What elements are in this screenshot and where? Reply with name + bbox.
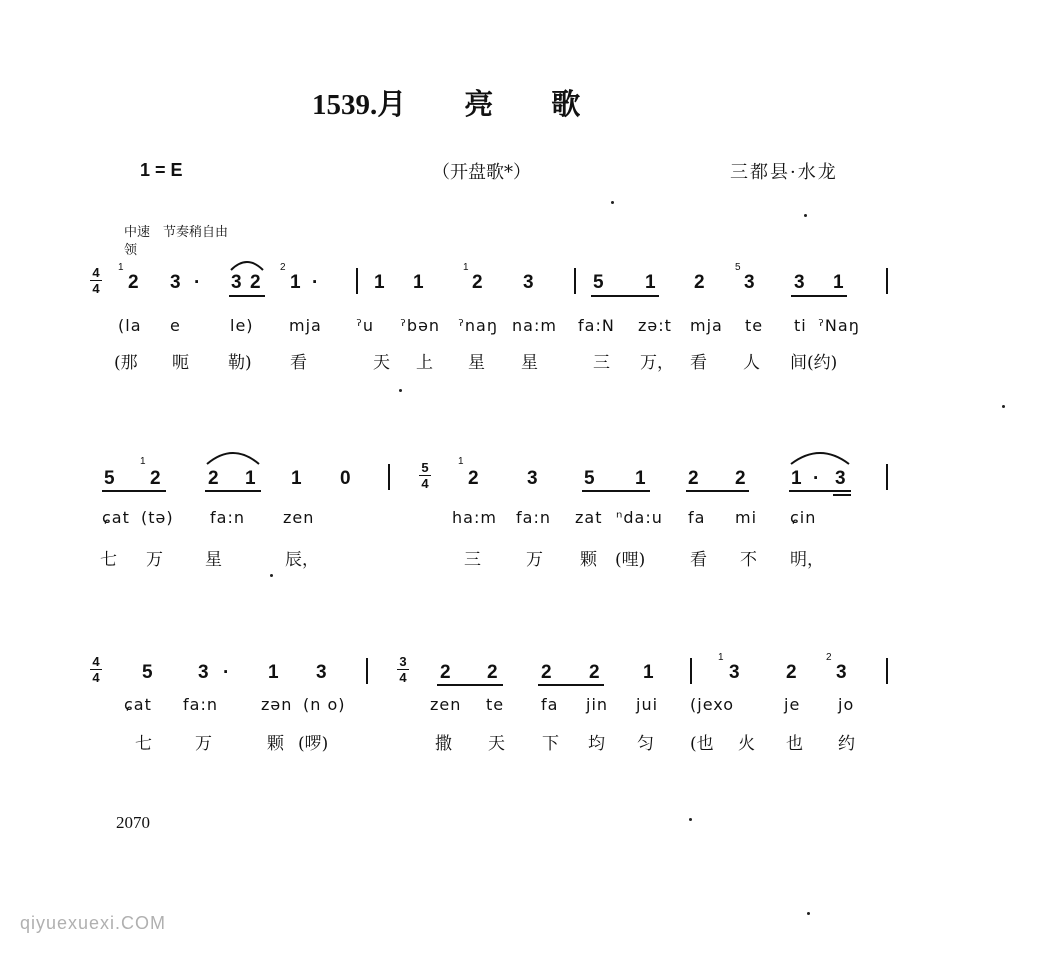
grace-note: 1: [458, 456, 464, 467]
time-signature: 4 4: [89, 655, 103, 684]
note: 1: [791, 468, 802, 489]
note: 2: [735, 468, 746, 489]
lyric-latin: ti: [794, 316, 807, 335]
lyric-cn: 七: [100, 550, 117, 570]
beam: [789, 490, 851, 492]
lyric-cn: (那: [114, 353, 138, 373]
lyric-latin: mja: [289, 316, 322, 335]
lyric-cn: 上: [416, 353, 433, 373]
scan-speck: [804, 214, 807, 217]
note: 3: [316, 662, 327, 683]
lyric-latin: zat: [575, 508, 603, 527]
lyric-cn: (哩): [615, 550, 646, 570]
lyric-cn: 间(约): [790, 353, 838, 373]
lyric-latin: zən: [261, 695, 293, 714]
lyric-cn: 万: [146, 550, 163, 570]
note: 3: [835, 468, 846, 489]
lyric-latin: ha:m: [452, 508, 497, 527]
beam: [229, 295, 265, 297]
lyric-latin: zə:t: [638, 316, 672, 335]
note: 3: [744, 272, 755, 293]
note: 2: [468, 468, 479, 489]
lyric-latin: mja: [690, 316, 723, 335]
lyric-latin: ˀu: [356, 316, 375, 335]
beam: [791, 295, 847, 297]
lyric-latin: jui: [636, 695, 659, 714]
lyric-cn: 均: [588, 734, 605, 754]
note: 3: [231, 272, 242, 293]
grace-note: 1: [140, 456, 146, 467]
lyric-latin: ɕat: [124, 695, 152, 714]
key-signature: 1 = E: [140, 160, 183, 180]
lyric-latin: fa:n: [516, 508, 551, 527]
note: 3: [170, 272, 181, 293]
lyric-cn: 匀: [637, 734, 654, 754]
page-title: [312, 82, 580, 123]
tempo-marking: 中速 节奏稍自由: [124, 225, 229, 240]
note: 1: [833, 272, 844, 293]
lyric-latin: fa:n: [210, 508, 245, 527]
grace-note: 1: [463, 262, 469, 273]
beam: [437, 684, 503, 686]
beam: [582, 490, 650, 492]
title-number: 1539.: [312, 89, 378, 121]
note: 5: [593, 272, 604, 293]
note: 3: [527, 468, 538, 489]
lyric-cn: 颗: [267, 734, 284, 754]
scan-speck: [399, 389, 402, 392]
barline: [366, 658, 368, 684]
note: 2: [472, 272, 483, 293]
lyric-cn: 三: [464, 550, 481, 570]
lyric-cn: 火: [738, 734, 755, 754]
note-dot: ·: [813, 468, 820, 489]
lyric-latin: e: [170, 316, 181, 335]
lyric-cn: 星: [521, 353, 538, 373]
lyric-cn: 星: [468, 353, 485, 373]
beam: [591, 295, 659, 297]
note: 0: [340, 468, 351, 489]
lyric-latin: je: [784, 695, 801, 714]
lyric-cn: (啰): [298, 734, 329, 754]
lyric-cn: 万: [195, 734, 212, 754]
lyric-latin: ˀNaŋ: [818, 316, 860, 335]
lyric-latin: (tə): [141, 508, 174, 527]
lyric-latin: ⁿda:u: [616, 508, 663, 527]
lyric-latin: na:m: [512, 316, 557, 335]
note: 3: [836, 662, 847, 683]
title-text: 月 亮 歌: [377, 89, 581, 121]
lyric-cn: 万，: [640, 353, 674, 373]
lyric-latin: (jexo: [690, 695, 735, 714]
role-marking: 领: [124, 243, 138, 258]
lyric-latin: mi: [735, 508, 758, 527]
note: 2: [250, 272, 261, 293]
note: 1: [643, 662, 654, 683]
scan-speck: [807, 912, 810, 915]
note: 2: [694, 272, 705, 293]
lyric-cn: 勒): [228, 353, 252, 373]
note: 2: [128, 272, 139, 293]
lyric-cn: 看: [690, 353, 707, 373]
time-signature: 3 4: [396, 655, 410, 684]
grace-note: 2: [280, 262, 286, 273]
lyric-cn: 天: [488, 734, 505, 754]
source-label: 三都县·水龙: [730, 162, 838, 183]
lyric-latin: fa:N: [578, 316, 615, 335]
note: 2: [786, 662, 797, 683]
beam: [205, 490, 261, 492]
genre-label: （开盘歌*）: [432, 162, 531, 183]
note: 1: [645, 272, 656, 293]
beam: [102, 490, 166, 492]
lyric-cn: 三: [593, 353, 610, 373]
barline: [886, 464, 888, 490]
lyric-cn: 下: [542, 734, 559, 754]
lyric-latin: ˀnaŋ: [458, 316, 498, 335]
lyric-cn: 人: [743, 353, 760, 373]
lyric-cn: 万: [526, 550, 543, 570]
lyric-latin: jo: [838, 695, 855, 714]
note: 2: [208, 468, 219, 489]
scan-speck: [611, 201, 614, 204]
grace-note: 5: [735, 262, 741, 273]
lyric-latin: jin: [586, 695, 609, 714]
lyric-latin: te: [486, 695, 505, 714]
note-dot: ·: [223, 662, 230, 683]
note: 1: [374, 272, 385, 293]
note: 2: [541, 662, 552, 683]
lyric-latin: le): [230, 316, 254, 335]
barline: [690, 658, 692, 684]
lyric-cn: 明，: [790, 550, 824, 570]
grace-note: 1: [718, 652, 724, 663]
scan-speck: [689, 818, 692, 821]
lyric-latin: ɕin: [790, 508, 817, 527]
lyric-latin: zen: [283, 508, 315, 527]
note: 1: [413, 272, 424, 293]
note: 3: [198, 662, 209, 683]
note: 3: [729, 662, 740, 683]
lyric-cn: 看: [290, 353, 307, 373]
note: 3: [794, 272, 805, 293]
note: 2: [440, 662, 451, 683]
note: 2: [589, 662, 600, 683]
lyric-latin: fa: [541, 695, 559, 714]
note: 1: [245, 468, 256, 489]
barline: [388, 464, 390, 490]
scan-speck: [270, 574, 273, 577]
watermark: qiyuexuexi.COM: [20, 913, 167, 933]
lyric-cn: 星: [205, 550, 222, 570]
page-number: 2070: [116, 813, 150, 832]
note: 5: [104, 468, 115, 489]
lyric-latin: te: [745, 316, 764, 335]
barline: [886, 268, 888, 294]
lyric-cn: 天: [373, 353, 390, 373]
note: 5: [584, 468, 595, 489]
beam: [538, 684, 604, 686]
barline: [574, 268, 576, 294]
note-dot: ·: [194, 272, 201, 293]
note-dot: ·: [312, 272, 319, 293]
beam: [686, 490, 749, 492]
lyric-cn: 不: [740, 550, 757, 570]
time-signature: 4 4: [89, 266, 103, 295]
note: 1: [635, 468, 646, 489]
lyric-latin: (la: [118, 316, 142, 335]
note: 1: [268, 662, 279, 683]
note: 2: [487, 662, 498, 683]
beam: [833, 494, 851, 496]
lyric-cn: 辰，: [285, 550, 319, 570]
slur: [205, 448, 261, 466]
note: 1: [290, 272, 301, 293]
lyric-cn: 也: [786, 734, 803, 754]
barline: [886, 658, 888, 684]
lyric-latin: fa:n: [183, 695, 218, 714]
slur: [789, 448, 851, 466]
lyric-latin: ˀbən: [400, 316, 441, 335]
lyric-cn: 撒: [435, 734, 452, 754]
lyric-cn: (也: [690, 734, 714, 754]
scan-speck: [1002, 405, 1005, 408]
lyric-latin: ɕat: [102, 508, 130, 527]
note: 2: [150, 468, 161, 489]
note: 5: [142, 662, 153, 683]
lyric-cn: 约: [838, 734, 855, 754]
lyric-latin: (n o): [303, 695, 346, 714]
time-signature: 5 4: [418, 461, 432, 490]
note: 1: [291, 468, 302, 489]
lyric-cn: 七: [135, 734, 152, 754]
slur: [229, 258, 265, 272]
lyric-latin: zen: [430, 695, 462, 714]
note: 3: [523, 272, 534, 293]
grace-note: 2: [826, 652, 832, 663]
lyric-cn: 呃: [172, 353, 189, 373]
lyric-cn: 看: [690, 550, 707, 570]
lyric-latin: fa: [688, 508, 706, 527]
note: 2: [688, 468, 699, 489]
lyric-cn: 颗: [580, 550, 597, 570]
barline: [356, 268, 358, 294]
grace-note: 1: [118, 262, 124, 273]
